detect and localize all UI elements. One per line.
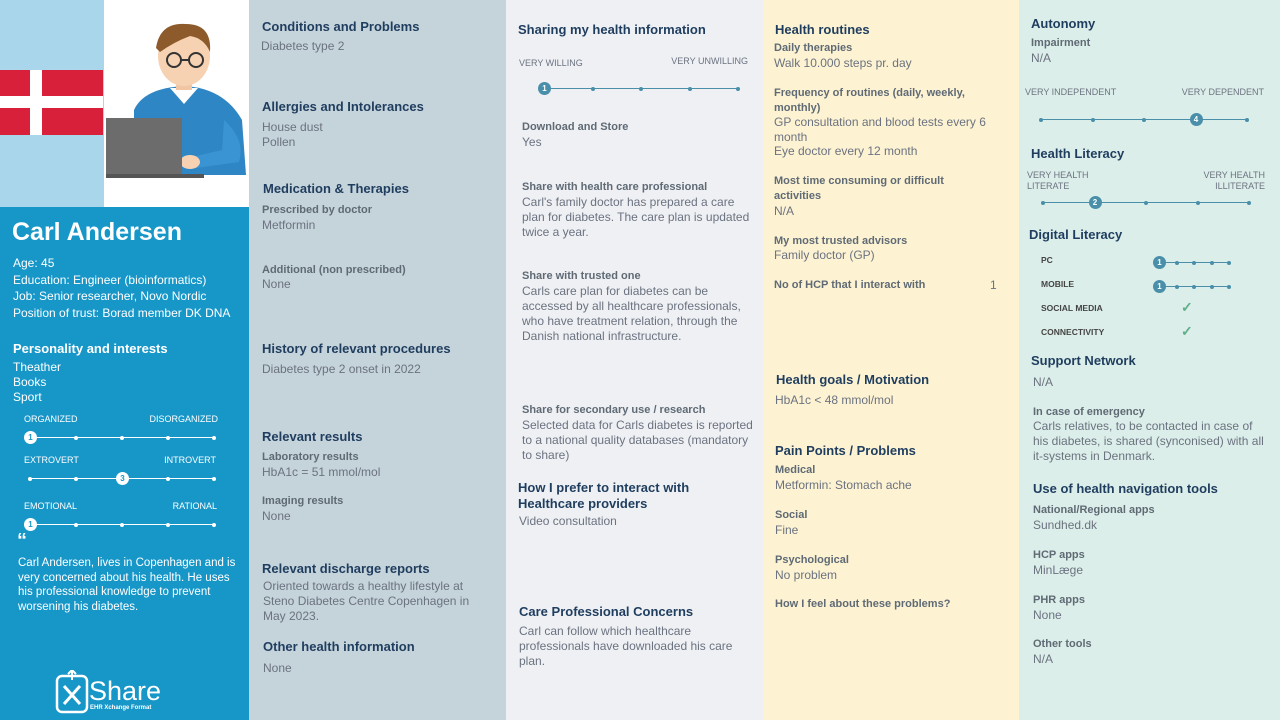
check-icon: ✓ bbox=[1181, 299, 1193, 315]
lab-label: Laboratory results bbox=[262, 451, 359, 463]
scale-point bbox=[1142, 118, 1146, 122]
psych-label: Psychological bbox=[775, 554, 849, 566]
scale-organized bbox=[0, 413, 249, 443]
medical-value: Metformin: Stomach ache bbox=[775, 478, 912, 492]
scale-point bbox=[74, 436, 78, 440]
person-education: Education: Engineer (bioinformatics) bbox=[13, 272, 207, 287]
prescribed-value: Metformin bbox=[262, 218, 316, 232]
scale-point bbox=[166, 436, 170, 440]
frequency-item-2: Eye doctor every 12 month bbox=[774, 144, 918, 158]
history-value: Diabetes type 2 onset in 2022 bbox=[262, 362, 421, 376]
person-name: Carl Andersen bbox=[12, 218, 182, 246]
digital-literacy-label: CONNECTIVITY bbox=[1041, 327, 1105, 337]
prescribed-label: Prescribed by doctor bbox=[262, 204, 373, 216]
allergy-item: Pollen bbox=[262, 135, 296, 149]
social-value: Fine bbox=[775, 523, 799, 537]
social-label: Social bbox=[775, 509, 808, 521]
scale-point bbox=[1245, 118, 1249, 122]
support-value: N/A bbox=[1033, 375, 1054, 389]
scale-point bbox=[1227, 261, 1231, 265]
digital-literacy-label: SOCIAL MEDIA bbox=[1041, 303, 1103, 313]
psych-value: No problem bbox=[775, 568, 838, 582]
difficult-value: N/A bbox=[774, 204, 795, 218]
scale-point bbox=[166, 477, 170, 481]
other-tools-value: N/A bbox=[1033, 652, 1054, 666]
interact-title: How I prefer to interact with Healthcare providers bbox=[518, 480, 690, 511]
scale-marker: 4 bbox=[1190, 113, 1203, 126]
scale-point bbox=[212, 523, 216, 527]
history-title: History of relevant procedures bbox=[262, 341, 451, 356]
share-secondary-value: Selected data for Carls diabetes is reported to a national quality databases (mandatory to share) bbox=[522, 418, 753, 462]
discharge-title: Relevant discharge reports bbox=[262, 561, 430, 576]
scale-right-label: VERY DEPENDENT bbox=[1181, 87, 1264, 97]
scale-point bbox=[1192, 261, 1196, 265]
additional-value: None bbox=[262, 277, 291, 291]
logo-tagline: EHR Xchange Format bbox=[90, 705, 152, 711]
digital-literacy-list bbox=[1019, 250, 1280, 340]
scale-marker: 3 bbox=[116, 472, 129, 485]
phr-apps-value: None bbox=[1033, 608, 1062, 622]
national-apps-value: Sundhed.dk bbox=[1033, 518, 1098, 532]
scale-left-label: EXTROVERT bbox=[24, 455, 79, 465]
frequency-label: Frequency of routines (daily, weekly, monthly) bbox=[774, 87, 965, 114]
scale-point bbox=[688, 87, 692, 91]
scale-marker: 1 bbox=[24, 431, 37, 444]
avatar bbox=[104, 0, 249, 207]
scale-point bbox=[1227, 285, 1231, 289]
scale-left-label: VERY INDEPENDENT bbox=[1025, 87, 1117, 97]
scale-point bbox=[736, 87, 740, 91]
share-trusted-label: Share with trusted one bbox=[522, 270, 641, 282]
scale-point bbox=[1041, 201, 1045, 205]
nav-tools-title: Use of health navigation tools bbox=[1033, 481, 1218, 496]
difficult-label: Most time consuming or difficult activities bbox=[774, 175, 944, 202]
goals-value: HbA1c < 48 mmol/mol bbox=[775, 393, 894, 407]
advisors-label: My most trusted advisors bbox=[774, 235, 908, 247]
scale-emotional bbox=[0, 500, 249, 530]
scale-right-label: RATIONAL bbox=[172, 501, 217, 511]
other-title: Other health information bbox=[263, 639, 415, 654]
autonomy-title: Autonomy bbox=[1031, 16, 1096, 31]
advisors-value: Family doctor (GP) bbox=[774, 248, 875, 262]
conditions-value: Diabetes type 2 bbox=[261, 39, 345, 53]
medical-label: Medical bbox=[775, 464, 816, 476]
interest-item: Theather bbox=[13, 360, 62, 374]
person-age: Age: 45 bbox=[13, 256, 55, 270]
scale-point bbox=[1175, 261, 1179, 265]
check-icon: ✓ bbox=[1181, 323, 1193, 339]
routines-title: Health routines bbox=[775, 22, 870, 37]
scale-point bbox=[74, 477, 78, 481]
scale-point bbox=[1039, 118, 1043, 122]
hcp-apps-label: HCP apps bbox=[1033, 549, 1085, 561]
lab-value: HbA1c = 51 mmol/mol bbox=[262, 465, 381, 479]
scale-point bbox=[120, 436, 124, 440]
digital-literacy-label: MOBILE bbox=[1041, 279, 1075, 289]
scale-point bbox=[1144, 201, 1148, 205]
scale-point bbox=[212, 477, 216, 481]
impairment-value: N/A bbox=[1031, 51, 1052, 65]
additional-label: Additional (non prescribed) bbox=[262, 264, 406, 276]
hcp-count-value: 1 bbox=[990, 278, 997, 292]
feel-label: How I feel about these problems? bbox=[775, 598, 951, 610]
scale-point bbox=[1210, 261, 1214, 265]
concerns-value: Carl can follow which healthcare professionals have downloaded his care plan. bbox=[519, 624, 733, 668]
scale-point bbox=[591, 87, 595, 91]
allergies-list bbox=[262, 120, 323, 150]
interest-item: Sport bbox=[13, 390, 42, 404]
scale-right-label: VERY HEALTH ILLITERATE bbox=[1203, 170, 1265, 191]
autonomy-column bbox=[1019, 0, 1280, 720]
scale-point bbox=[28, 477, 32, 481]
digital-literacy-label: PC bbox=[1041, 255, 1053, 265]
scale-point bbox=[74, 523, 78, 527]
scale-right-label: INTROVERT bbox=[164, 455, 216, 465]
literacy-title: Health Literacy bbox=[1031, 146, 1125, 161]
hcp-count-label: No of HCP that I interact with bbox=[774, 279, 926, 291]
scale-point bbox=[1196, 201, 1200, 205]
scale-marker: 1 bbox=[24, 518, 37, 531]
scale-marker: 1 bbox=[1153, 280, 1166, 293]
share-hcp-value: Carl's family doctor has prepared a care plan for diabetes. The care plan is updated twice a year. bbox=[522, 195, 750, 239]
quote-icon: “ bbox=[17, 530, 27, 552]
logo-text: Share bbox=[89, 676, 162, 706]
clinical-column bbox=[249, 0, 506, 720]
literacy-scale bbox=[1019, 169, 1280, 209]
imaging-value: None bbox=[262, 509, 291, 523]
allergy-item: House dust bbox=[262, 120, 323, 134]
autonomy-scale bbox=[1019, 86, 1280, 126]
share-trusted-value: Carls care plan for diabetes can be accessed by all healthcare professionals, who have treatment relation, through the Danish national infrastructure. bbox=[522, 284, 741, 343]
goals-title: Health goals / Motivation bbox=[776, 372, 930, 387]
interests-list bbox=[13, 360, 61, 405]
allergies-title: Allergies and Intolerances bbox=[262, 99, 424, 114]
person-job: Job: Senior researcher, Novo Nordic bbox=[13, 289, 207, 303]
interact-value: Video consultation bbox=[519, 514, 617, 528]
sharing-scale bbox=[506, 58, 763, 98]
danish-flag bbox=[0, 70, 103, 135]
scale-point bbox=[1247, 201, 1251, 205]
phr-apps-label: PHR apps bbox=[1033, 594, 1085, 606]
scale-point bbox=[212, 436, 216, 440]
scale-left-label: ORGANIZED bbox=[24, 414, 78, 424]
scale-marker: 1 bbox=[538, 82, 551, 95]
scale-point bbox=[1192, 285, 1196, 289]
support-title: Support Network bbox=[1031, 353, 1136, 368]
emergency-label: In case of emergency bbox=[1033, 406, 1145, 418]
scale-left-label: EMOTIONAL bbox=[24, 501, 78, 511]
national-apps-label: National/Regional apps bbox=[1033, 504, 1155, 516]
sharing-column bbox=[506, 0, 763, 720]
scale-marker: 2 bbox=[1089, 196, 1102, 209]
hcp-apps-value: MinLæge bbox=[1033, 563, 1084, 577]
other-value: None bbox=[263, 661, 292, 675]
scale-right-label: DISORGANIZED bbox=[149, 414, 218, 424]
scale-extrovert bbox=[0, 454, 249, 484]
persona-quote: Carl Andersen, lives in Copenhagen and is very concerned about his health. He uses his professional knowledge to prevent worsening his diabetes. bbox=[18, 557, 236, 613]
conditions-title: Conditions and Problems bbox=[262, 19, 420, 34]
xshare-logo bbox=[55, 670, 185, 714]
share-secondary-label: Share for secondary use / research bbox=[522, 404, 706, 416]
scale-left-label: VERY WILLING bbox=[519, 58, 583, 68]
scale-right-label: VERY UNWILLING bbox=[671, 56, 748, 66]
scale-point bbox=[166, 523, 170, 527]
scale-left-label: VERY HEALTH LITERATE bbox=[1027, 170, 1089, 191]
share-hcp-label: Share with health care professional bbox=[522, 181, 708, 193]
profile-column bbox=[0, 0, 249, 720]
discharge-value: Oriented towards a healthy lifestyle at Steno Diabetes Centre Copenhagen in May 2023. bbox=[263, 579, 470, 623]
results-title: Relevant results bbox=[262, 429, 363, 444]
person-details bbox=[13, 255, 230, 321]
medication-title: Medication & Therapies bbox=[263, 181, 409, 196]
scale-point bbox=[1091, 118, 1095, 122]
daily-value: Walk 10.000 steps pr. day bbox=[774, 56, 912, 70]
personality-title: Personality and interests bbox=[13, 341, 168, 356]
imaging-label: Imaging results bbox=[262, 495, 344, 507]
scale-point bbox=[120, 523, 124, 527]
concerns-title: Care Professional Concerns bbox=[519, 604, 694, 619]
scale-point bbox=[1210, 285, 1214, 289]
digital-title: Digital Literacy bbox=[1029, 227, 1123, 242]
download-value: Yes bbox=[522, 135, 542, 149]
daily-label: Daily therapies bbox=[774, 42, 853, 54]
impairment-label: Impairment bbox=[1031, 37, 1091, 49]
sharing-title: Sharing my health information bbox=[518, 22, 706, 37]
scale-point bbox=[1175, 285, 1179, 289]
routines-column bbox=[763, 0, 1019, 720]
pain-title: Pain Points / Problems bbox=[775, 443, 916, 458]
scale-point bbox=[639, 87, 643, 91]
download-label: Download and Store bbox=[522, 121, 629, 133]
other-tools-label: Other tools bbox=[1033, 638, 1092, 650]
emergency-value: Carls relatives, to be contacted in case of his diabetes, is shared (synconised) with all it-systems in Denmark. bbox=[1033, 419, 1264, 463]
interest-item: Books bbox=[13, 375, 47, 389]
person-trust: Position of trust: Borad member DK DNA bbox=[13, 305, 231, 320]
frequency-item-1: GP consultation and blood tests every 6 month bbox=[774, 115, 986, 144]
scale-marker: 1 bbox=[1153, 256, 1166, 269]
